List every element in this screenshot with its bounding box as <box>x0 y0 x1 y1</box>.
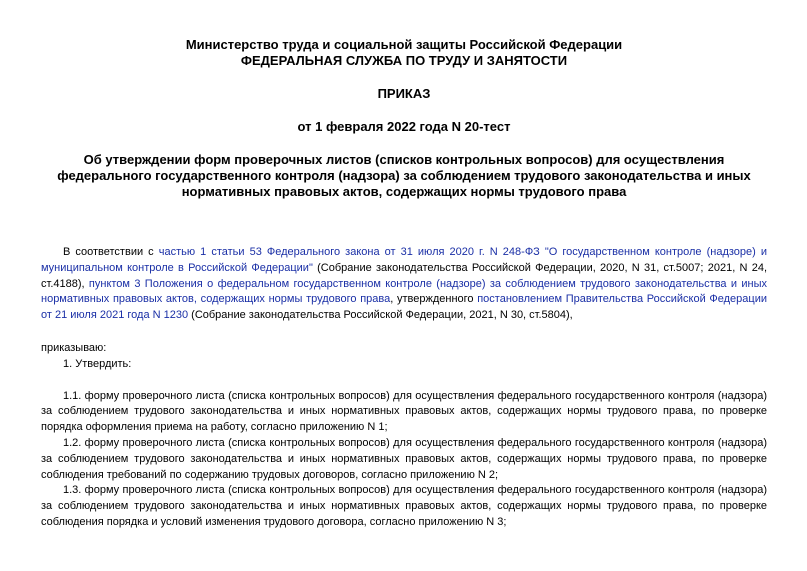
intro-text-2: (Собрание законодательства Российской Федерации, 2020, N 31, ст.5007; 2021, N 24, ст.4188), <box>41 261 767 290</box>
item-1-1: 1.1. форму проверочного листа (списка контрольных вопросов) для осуществления федерального государственного контроля (надзора) за соблюдением трудового законодательства и иных нормативных правовых актов, содержащих нормы трудового права, по проверке порядка оформления приема на работу, согласно приложению N 1; <box>41 389 767 434</box>
item-1-3: 1.3. форму проверочного листа (списка контрольных вопросов) для осуществления федерального государственного контроля (надзора) за соблюдением трудового законодательства и иных нормативных правовых актов, содержащих нормы трудового права, по проверке соблюдения порядка и условий изменения трудового договора, согласно приложению N 3; <box>41 484 767 528</box>
service-name: ФЕДЕРАЛЬНАЯ СЛУЖБА ПО ТРУДУ И ЗАНЯТОСТИ <box>240 53 568 68</box>
item-1: 1. Утвердить: <box>63 357 132 370</box>
intro-text-1: В соответствии с <box>63 246 159 258</box>
document-type: ПРИКАЗ <box>377 86 431 101</box>
intro-text-3: , утвержденного <box>390 293 478 306</box>
intro-text-4: (Собрание законодательства Российской Федерации, 2021, N 30, ст.5804), <box>188 309 573 322</box>
item-1-2: 1.2. форму проверочного листа (списка контрольных вопросов) для осуществления федерального государственного контроля (надзора) за соблюдением трудового законодательства и иных нормативных правовых актов, содержащих нормы трудового права, по проверке соблюдения требований по содержанию трудовых договоров, согласно приложению N 2; <box>41 436 767 481</box>
document-date-number: от 1 февраля 2022 года N 20-тест <box>297 119 511 134</box>
document-title: Об утверждении форм проверочных листов (списков контрольных вопросов) для осуществления федерального государственного контроля (надзора) за соблюдением трудового законодательства и иных нормативных правовых актов, содержащих нормы трудового права <box>57 152 751 199</box>
intro-paragraph <box>41 245 767 324</box>
order-word: приказываю: <box>41 341 107 354</box>
ministry-name: Министерство труда и социальной защиты Российской Федерации <box>185 37 623 52</box>
law-248-fz-link[interactable]: частью 1 статьи 53 Федерального закона от 31 июля 2020 г. N 248-ФЗ "О государственном контроле (надзоре) и муниципальном контроле в Российской Федерации" <box>41 246 768 274</box>
government-decree-1230-link[interactable]: постановлением Правительства Российской Федерации от 21 июля 2021 года N 1230 <box>41 293 767 322</box>
regulation-point-3-link[interactable]: пунктом 3 Положения о федеральном государственном контроле (надзоре) за соблюдением трудового законодательства и иных нормативных правовых актов, содержащих нормы трудового права <box>41 277 768 306</box>
